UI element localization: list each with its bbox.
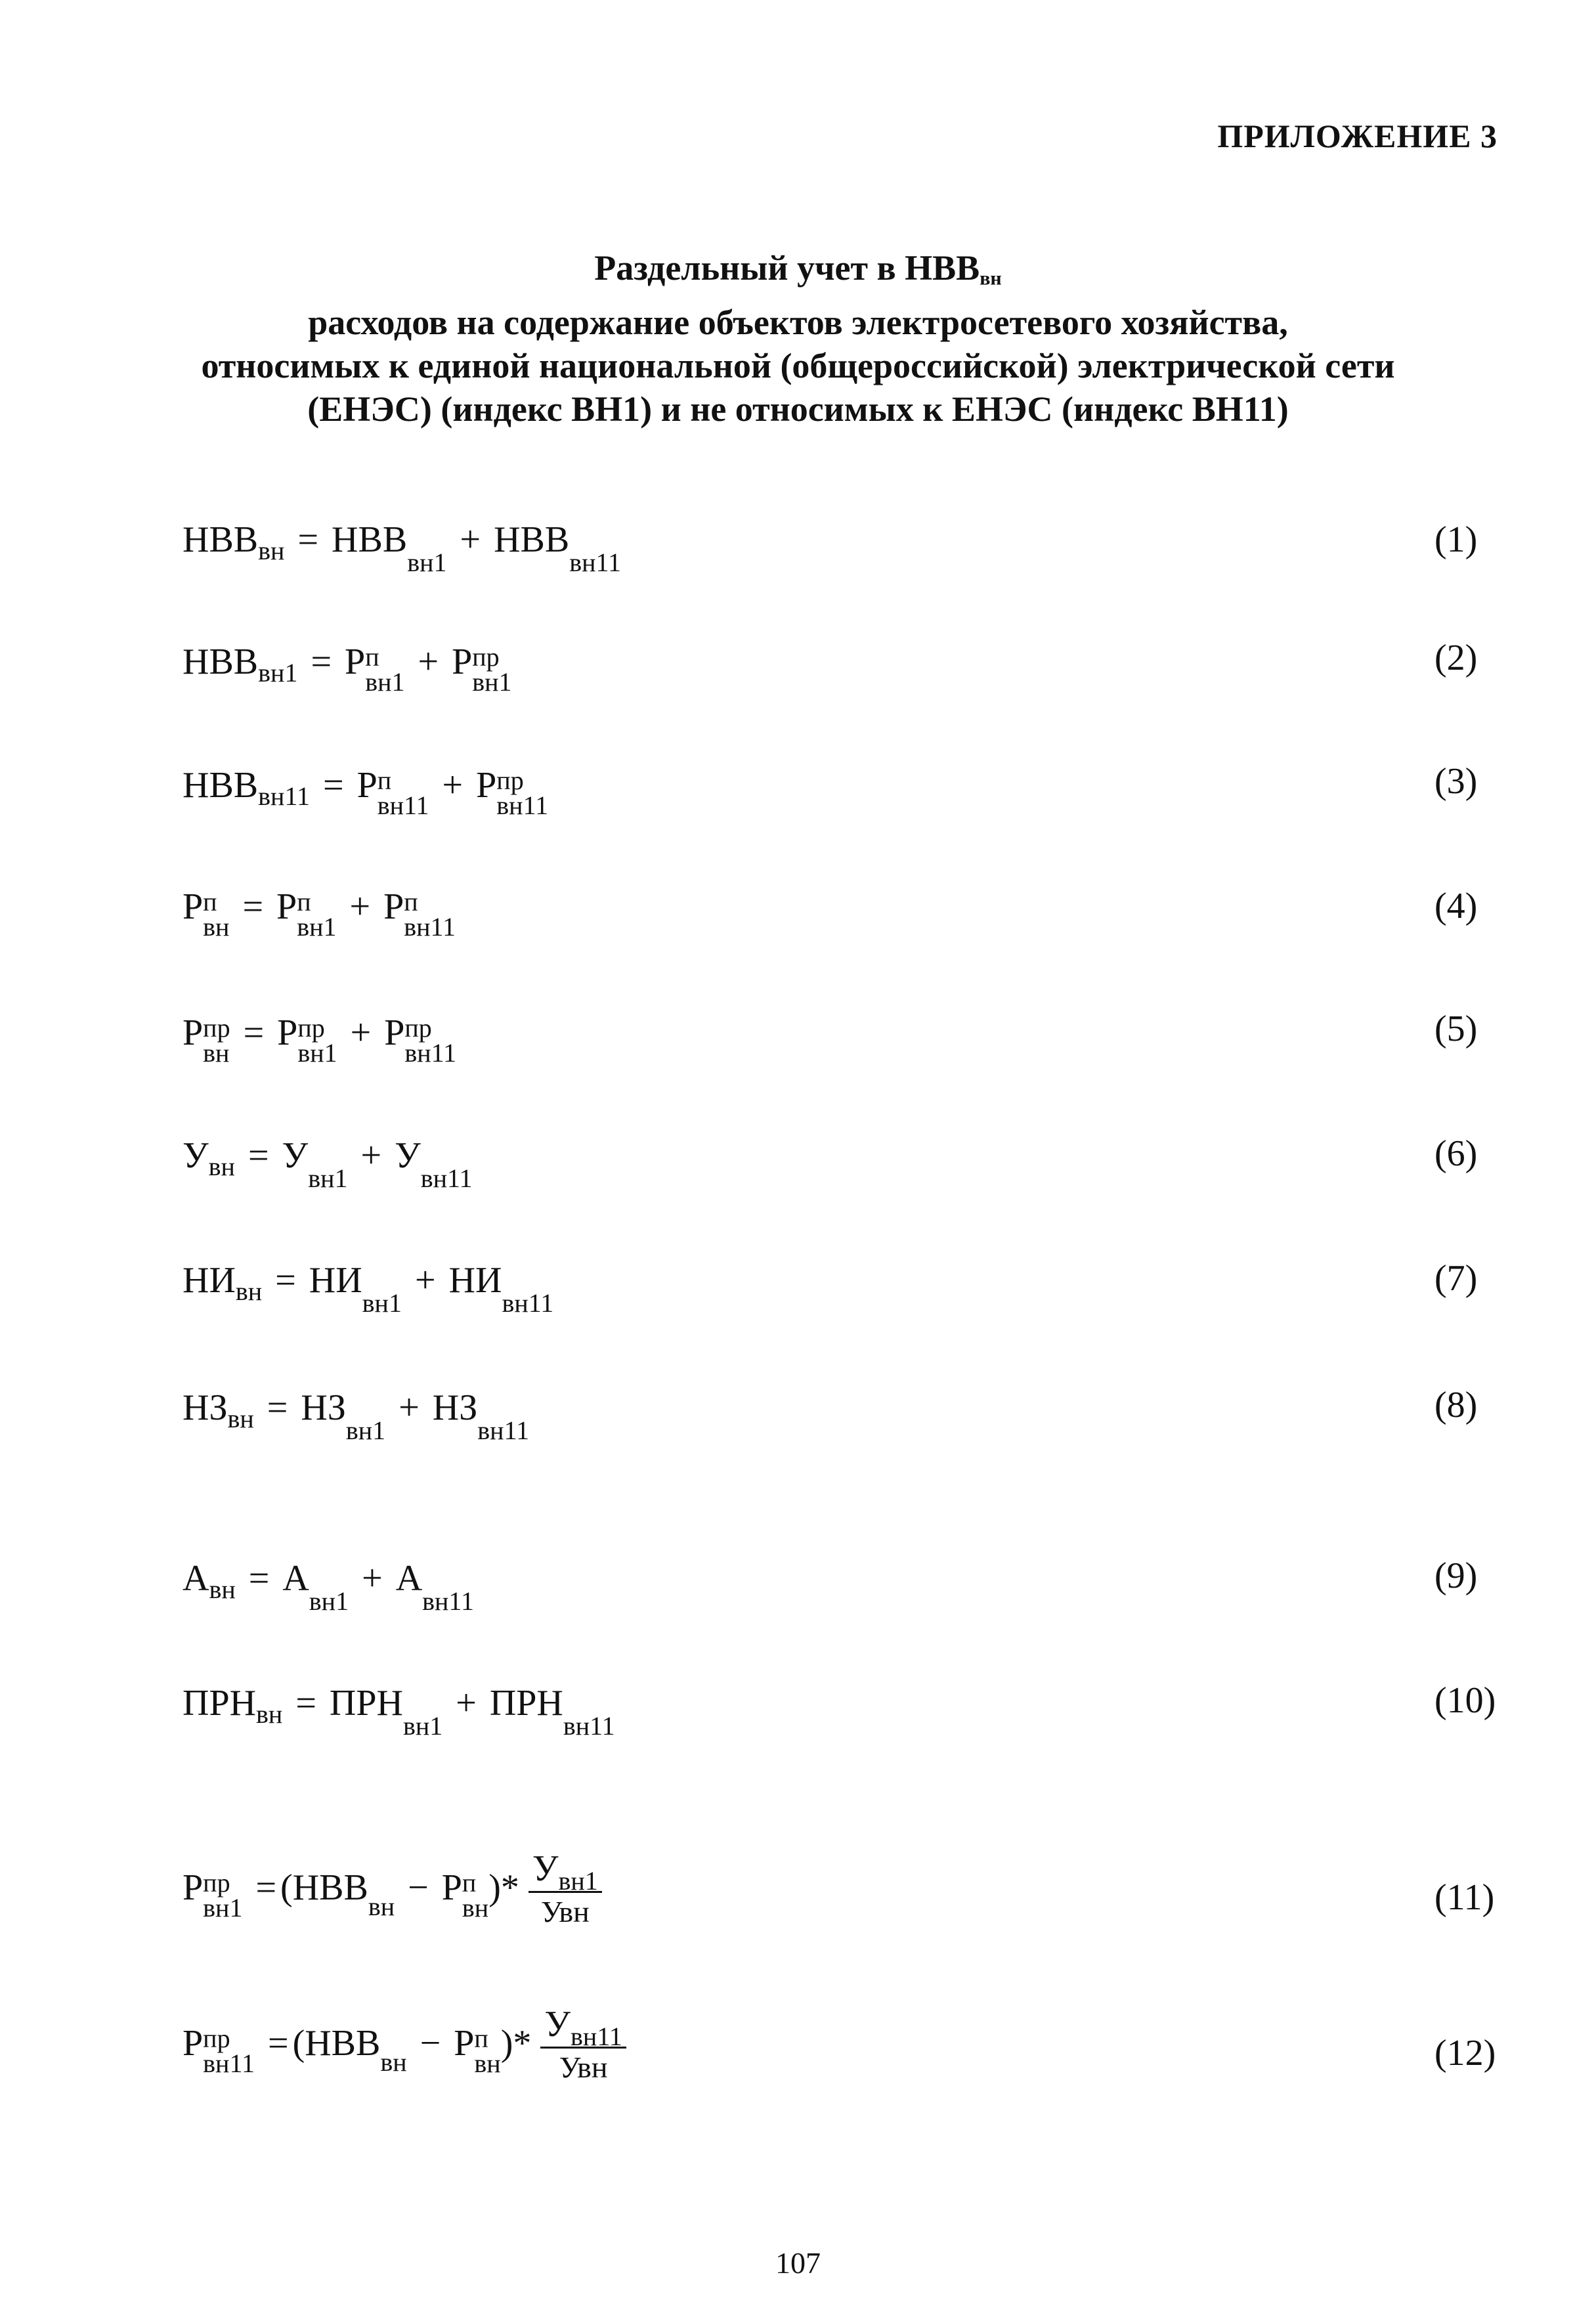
title-line-3: относимых к единой национальной (общероссийской) электрической сети [201, 345, 1395, 385]
equation-number: (7) [1434, 1258, 1478, 1299]
term: $НЗ_{вн11}$ [432, 1387, 530, 1445]
term: $НИ_{вн1}$ [309, 1260, 402, 1318]
fraction: $\frac{У_{вн11}}{\text{Увн}}$ [540, 2003, 626, 2085]
term: $У_{вн1}$ [282, 1135, 348, 1193]
equation-1: $НВВ_{вн} = НВВ_{вн1} + НВВ_{вн11}$ [183, 519, 622, 577]
sup-sub: пр вн1 [472, 642, 512, 697]
equation-number: (11) [1434, 1877, 1495, 1918]
page-number: 107 [775, 2246, 821, 2280]
term: $НВВ_{вн}$ [305, 2022, 407, 2077]
sup-sub: пр вн1 [203, 1868, 243, 1923]
sup-sub: п вн [462, 1868, 489, 1923]
term: $А_{вн11}$ [395, 1558, 474, 1616]
equation-10: $ПРН_{вн} = ПРН_{вн1} + ПРН_{вн11}$ [183, 1683, 615, 1741]
term: $НИ_{вн}$ [183, 1260, 263, 1306]
term: $НВВ_{вн}$ [183, 519, 285, 565]
equation-number: (9) [1434, 1555, 1478, 1596]
equation-number: (6) [1434, 1133, 1478, 1174]
term: $НЗ_{вн}$ [183, 1387, 254, 1433]
equation-9: $А_{вн} = А_{вн1} + А_{вн11}$ [183, 1558, 474, 1616]
equation-number: (12) [1434, 2033, 1496, 2073]
sup-sub: п вн [474, 2024, 501, 2079]
equation-number: (10) [1434, 1680, 1496, 1721]
sup-sub: п вн11 [404, 887, 456, 942]
sup-sub: п вн [203, 887, 230, 942]
sup-sub: п вн11 [377, 766, 429, 821]
term: $У_{вн11}$ [395, 1135, 473, 1193]
equation-number: (2) [1434, 638, 1478, 678]
equation-number: (8) [1434, 1385, 1478, 1425]
equation-8: $НЗ_{вн} = НЗ_{вн1} + НЗ_{вн11}$ [183, 1387, 530, 1445]
term: $НВВ_{вн1}$ [332, 519, 447, 577]
term: $ПРН_{вн1}$ [329, 1683, 443, 1741]
term: $НИ_{вн11}$ [448, 1260, 554, 1318]
term: $ПРН_{вн}$ [183, 1683, 283, 1729]
term: $НВВ_{вн11}$ [494, 519, 622, 577]
term: $У_{вн}$ [183, 1135, 235, 1181]
equation-number: (1) [1434, 519, 1478, 560]
equation-6: $У_{вн} = У_{вн1} + У_{вн11}$ [183, 1135, 473, 1193]
title-line-4: (ЕНЭС) (индекс ВН1) и не относимых к ЕНЭС (индекс ВН11) [307, 389, 1289, 429]
fraction: $\frac{У_{вн1}}{\text{Увн}}$ [528, 1848, 602, 1929]
sup-sub: п вн1 [365, 642, 405, 697]
term: $НВВ_{вн}$ [292, 1867, 395, 1921]
term: $А_{вн}$ [183, 1558, 236, 1604]
title-line-1-text: Раздельный учет в НВВ [594, 248, 980, 288]
term: $НЗ_{вн1}$ [301, 1387, 386, 1445]
title-line-1-subscript: вн [980, 267, 1002, 290]
equation-5: Р пр вн = Р пр вн1 + Р пр вн11 [183, 1012, 457, 1068]
term: $НВВ_{вн11}$ [183, 764, 310, 811]
equation-4: Р п вн = Р п вн1 + Р п вн11 [183, 886, 456, 942]
term: $ПРН_{вн11}$ [489, 1683, 615, 1741]
equation-number: (5) [1434, 1009, 1478, 1049]
equation-12: Р пр вн11 = ($НВВ_{вн} - Р$ п вн )* $\frac{У_{вн11}}{\text{Увн}}$ [183, 2006, 626, 2087]
equation-3: $НВВ_{вн11} = Р$ п вн11 + Р пр вн11 [183, 764, 549, 821]
equation-11: Р пр вн1 = ($НВВ_{вн} - Р$ п вн )* $\frac{У_{вн1}}{\text{Увн}}$ [183, 1850, 602, 1932]
sup-sub: пр вн1 [297, 1013, 337, 1068]
sup-sub: пр вн11 [404, 1013, 457, 1068]
appendix-label: ПРИЛОЖЕНИЕ 3 [1217, 118, 1498, 154]
term: $А_{вн1}$ [282, 1558, 349, 1616]
equation-number: (4) [1434, 886, 1478, 926]
document-title [0, 246, 1596, 431]
sup-sub: п вн1 [297, 887, 337, 942]
sup-sub: пр вн [203, 1013, 230, 1068]
sup-sub: пр вн11 [496, 766, 549, 821]
sup-sub: пр вн11 [203, 2024, 255, 2079]
title-line-2: расходов на содержание объектов электросетевого хозяйства, [308, 302, 1288, 342]
equation-number: (3) [1434, 761, 1478, 802]
term: $НВВ_{вн1}$ [183, 641, 298, 687]
equation-7: $НИ_{вн} = НИ_{вн1} + НИ_{вн11}$ [183, 1260, 554, 1318]
title-line-1 [0, 246, 1596, 301]
equation-2: $НВВ_{вн1} = Р$ п вн1 + Р пр вн1 [183, 641, 512, 697]
